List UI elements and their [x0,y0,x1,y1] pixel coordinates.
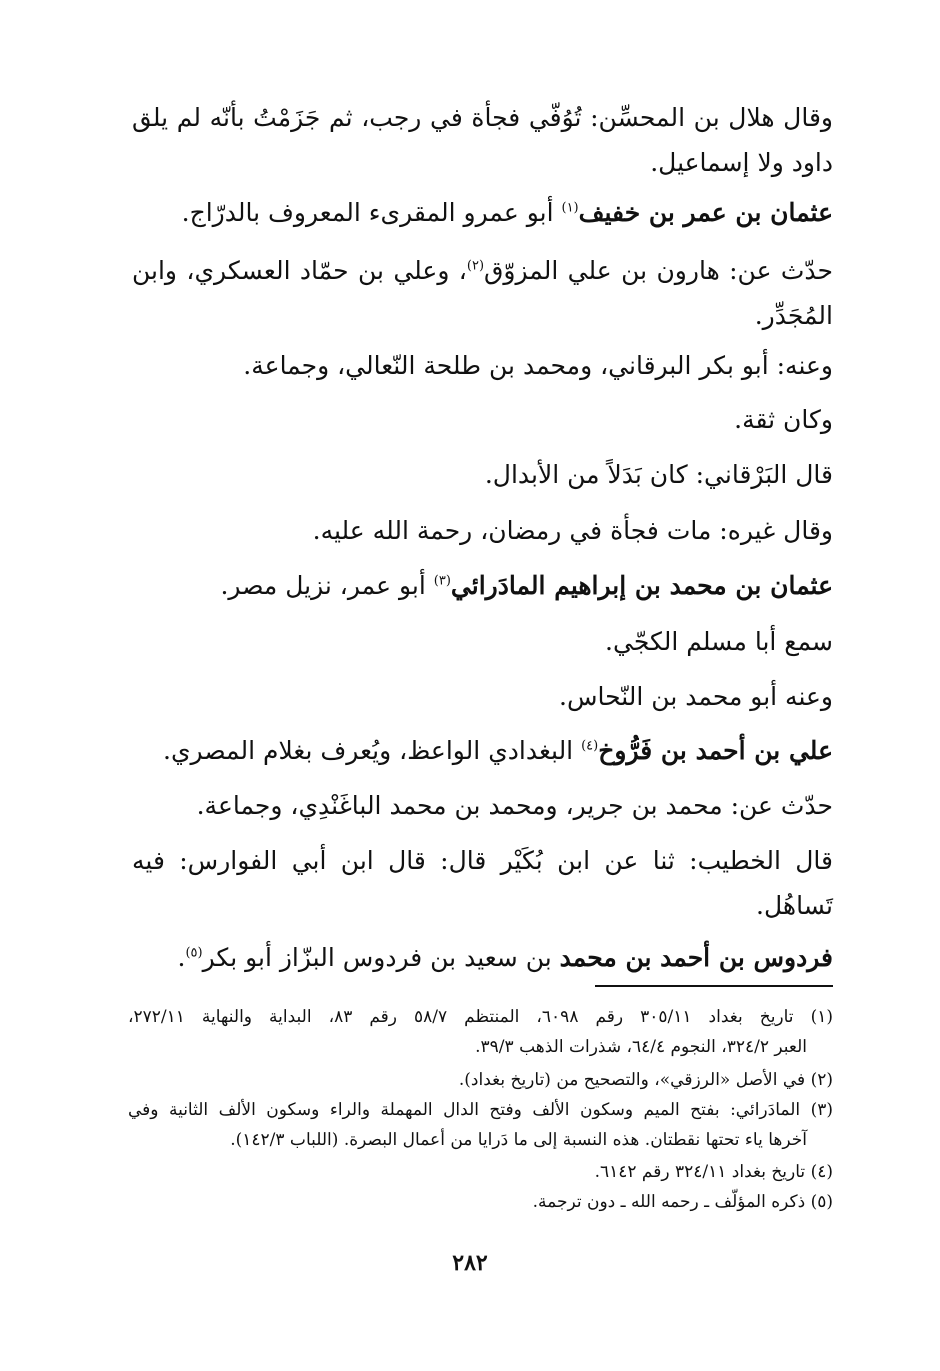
entry-heading-line [163,733,833,769]
entry-name: فردوس بن أحمد بن محمد [559,943,833,972]
entry-heading-line [220,568,833,604]
footnote-number: (٣) [810,1100,833,1120]
entry-name: عثمان بن عمر بن خفيف [578,198,833,227]
text-segment: حدّث عن: هارون بن علي المزوّق [484,256,833,285]
footnote-number: (٢) [810,1070,833,1090]
entry-heading-line [182,195,833,231]
footnote-ref: (٣) [433,573,451,589]
text-line: قال الخطيب: ثنا عن ابن بُكَيْر قال: قال ابن أبي الفوارس: فيه [132,846,833,875]
footnote-text: تاريخ بغداد ٣٠٥/١١ رقم ٦٠٩٨، المنتظم ٥٨/٧ رقم ٨٣، البداية والنهاية ٢٧٢/١١، [128,1007,794,1027]
entry-text: أبو عمر، نزيل مصر. [220,571,426,600]
text-line: وعنه: أبو بكر البرقاني، ومحمد بن طلحة النّعالي، وجماعة. [243,351,833,380]
text-line: المُجَدِّر. [754,301,833,330]
footnote-text: في الأصل «الرزقي»، والتصحيح من (تاريخ بغداد). [458,1070,806,1090]
footnote-ref: (٥) [185,945,203,961]
footnote-text: تاريخ بغداد ٣٢٤/١١ رقم ٦١٤٢. [594,1162,806,1182]
text-line: حدّث عن: محمد بن جرير، ومحمد بن محمد الباغَنْدِي، وجماعة. [196,791,833,820]
footnote-text: ذكره المؤلّف ـ رحمه الله ـ دون ترجمة. [532,1192,806,1212]
footnote-5 [533,1190,833,1214]
entry-text: أبو عمرو المقرىء المعروف بالدرّاج. [181,198,554,227]
footnote-ref: (٢) [466,258,485,274]
text-line: تَساهُل. [756,891,833,920]
text-line: وعنه أبو محمد بن النّحاس. [559,682,833,711]
text-line: قال البَرْقاني: كان بَدَلاً من الأبدال. [484,460,833,489]
footnote-3 [128,1098,833,1122]
entry-text: بن سعيد بن فردوس البزّاز أبو بكر [202,943,552,972]
text-line: داود ولا إسماعيل. [650,148,833,177]
entry-name: عثمان بن محمد بن إبراهيم المادَرائي [450,571,833,600]
footnote-3-continuation: آخرها ياء تحتها نقطتان. هذه النسبة إلى ما دَرايا من أعمال البصرة. (اللباب ١٤٢/٣). [230,1130,807,1150]
footnote-number: (٤) [810,1162,833,1182]
footnote-number: (٥) [810,1192,833,1212]
footnote-ref: (٤) [581,738,599,754]
footnote-2 [459,1068,833,1092]
entry-text: البغدادي الواعظ، ويُعرف بغلام المصري. [163,736,574,765]
footnote-text: المادَرائي: بفتح الميم وسكون الألف وفتح الدال المهملة والراء وسكون الألف الثانية وفي [128,1100,801,1120]
footnote-1-continuation: العبر ٣٢٤/٢، النجوم ٦٤/٤، شذرات الذهب ٣٩/٣. [475,1037,807,1057]
text-line: وقال هلال بن المحسِّن: تُوُفّي فجأة في رجب، ثم جَزَمْتُ بأنّه لم يلق [132,103,833,132]
entry-heading-line [178,940,834,976]
footnote-ref: (١) [561,200,579,216]
text-line: سمع أبا مسلم الكجّي. [605,627,833,656]
footnote-number: (١) [810,1007,833,1027]
text-segment: ، وعلي بن حمّاد العسكري، وابن [132,256,467,285]
text-line: وقال غيره: مات فجأة في رمضان، رحمة الله عليه. [312,516,833,545]
footnote-divider [595,985,833,987]
footnote-1 [128,1005,833,1029]
page-number: ٢٨٢ [452,1250,488,1276]
text-line [132,253,833,289]
entry-name: علي بن أحمد بن فَرُّوخ [598,736,833,765]
text-line: وكان ثقة. [734,405,833,434]
footnote-4 [595,1160,833,1184]
text-segment: . [177,943,186,972]
